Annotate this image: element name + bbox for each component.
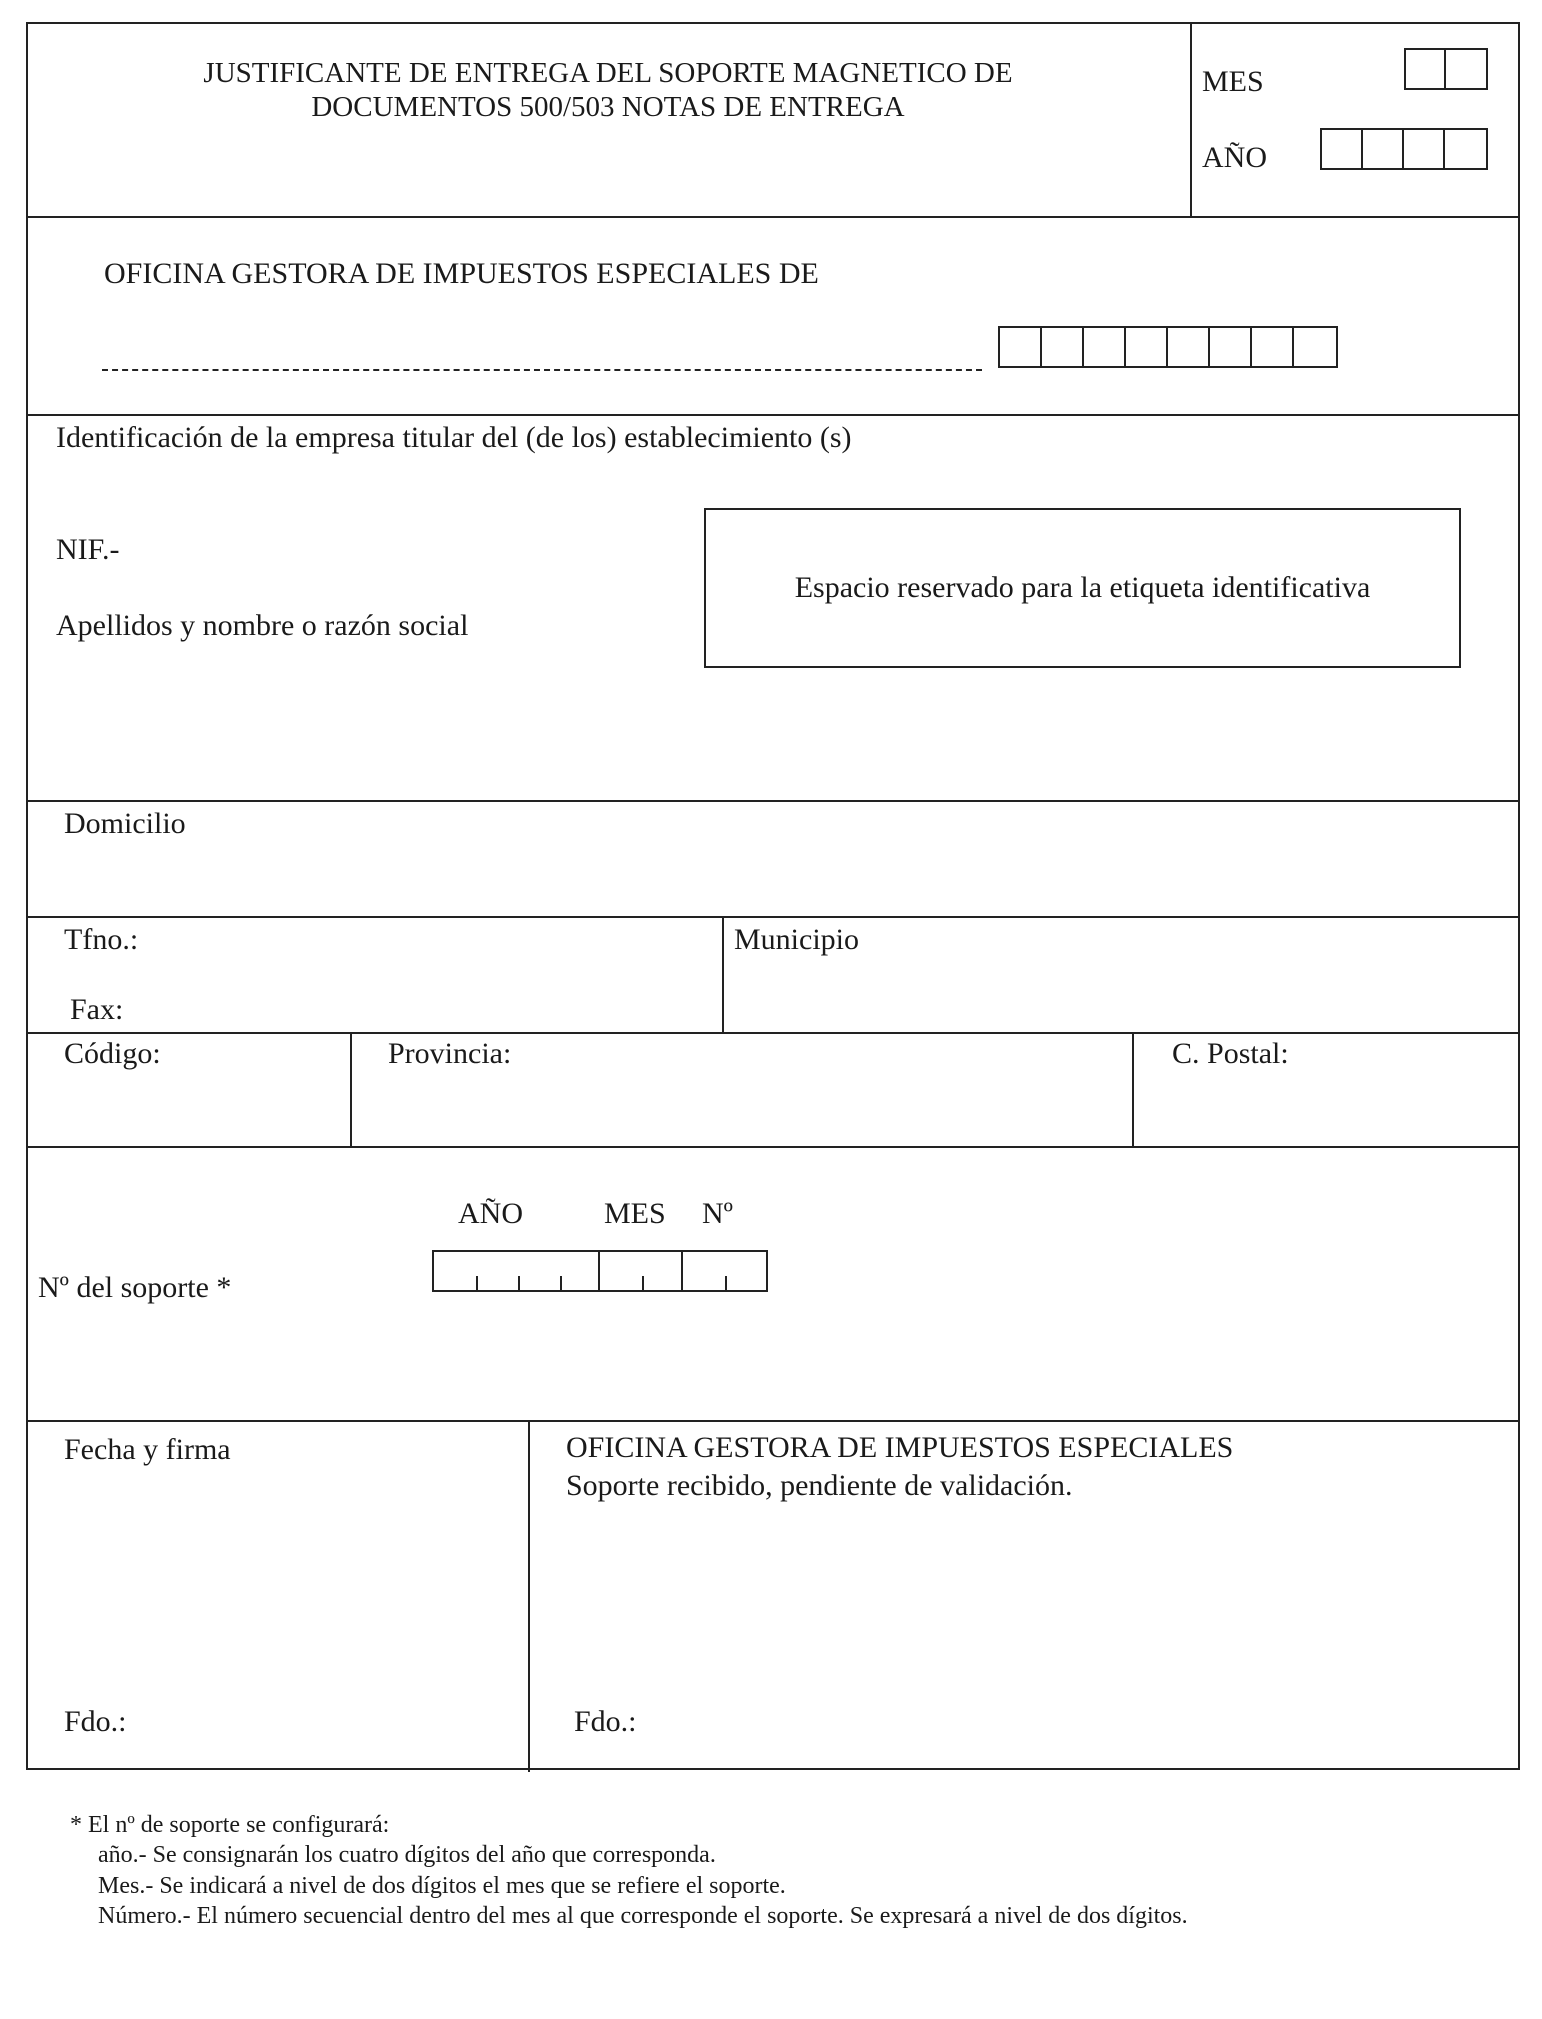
form-title: [28, 56, 1188, 124]
soporte-mes-label: MES: [604, 1197, 666, 1230]
delivery-form: [26, 22, 1520, 1770]
footnote-line1: * El nº de soporte se configurará:: [70, 1812, 390, 1838]
divider-1: [28, 216, 1518, 218]
footnote-line4: Número.- El número secuencial dentro del mes al que corresponde el soporte. Se expresará a nivel de dos dígitos.: [98, 1903, 1188, 1930]
soporte-anio-box[interactable]: [434, 1252, 600, 1290]
soporte-num-label: Nº: [702, 1197, 733, 1230]
fax-label: Fax:: [70, 993, 124, 1026]
identificacion-heading: Identificación de la empresa titular del (de los) establecimiento (s): [56, 421, 852, 454]
tfno-label: Tfno.:: [64, 923, 139, 956]
etiqueta-text: Espacio reservado para la etiqueta identificativa: [794, 571, 1371, 604]
divider-6: [28, 1146, 1518, 1148]
oficina-label: OFICINA GESTORA DE IMPUESTOS ESPECIALES DE: [104, 257, 819, 290]
footnote: [70, 1810, 1188, 1932]
divider-5: [28, 1032, 1518, 1034]
divider-4: [28, 916, 1518, 918]
oficina-dash-line[interactable]: [102, 369, 982, 371]
nif-label: NIF.-: [56, 533, 120, 566]
soporte-label: Nº del soporte *: [38, 1271, 232, 1304]
divider-3: [28, 800, 1518, 802]
header-divider: [1190, 24, 1192, 216]
tfno-municipio-divider: [722, 916, 724, 1032]
form-title-line2: DOCUMENTOS 500/503 NOTAS DE ENTREGA: [311, 91, 905, 124]
provincia-label: Provincia:: [388, 1037, 512, 1070]
codigo-divider: [350, 1032, 352, 1146]
divider-2: [28, 414, 1518, 416]
footnote-line2: año.- Se consignarán los cuatro dígitos del año que corresponda.: [98, 1842, 716, 1869]
mes-boxes[interactable]: [1404, 48, 1488, 90]
soporte-recibido-text: Soporte recibido, pendiente de validación.: [566, 1469, 1073, 1502]
soporte-num-box[interactable]: [683, 1252, 766, 1290]
fecha-firma-label: Fecha y firma: [64, 1433, 231, 1466]
anio-label: AÑO: [1202, 141, 1267, 174]
footnote-line3: Mes.- Se indicará a nivel de dos dígitos el mes que se refiere el soporte.: [98, 1872, 786, 1899]
oficina-gestora-title: OFICINA GESTORA DE IMPUESTOS ESPECIALES: [566, 1431, 1234, 1464]
mes-label: MES: [1202, 65, 1264, 98]
municipio-label: Municipio: [734, 923, 859, 956]
fdo-right-label: Fdo.:: [574, 1705, 637, 1738]
soporte-anio-label: AÑO: [458, 1197, 523, 1230]
firmas-divider: [528, 1420, 530, 1772]
codigo-label: Código:: [64, 1037, 161, 1070]
cpostal-label: C. Postal:: [1172, 1037, 1289, 1070]
form-title-line1: JUSTIFICANTE DE ENTREGA DEL SOPORTE MAGNETICO DE: [203, 57, 1013, 89]
fdo-left-label: Fdo.:: [64, 1705, 127, 1738]
oficina-code-boxes[interactable]: [998, 326, 1338, 368]
soporte-mes-box[interactable]: [600, 1252, 683, 1290]
soporte-boxes[interactable]: [432, 1250, 768, 1292]
etiqueta-box: [704, 508, 1461, 668]
divider-7: [28, 1420, 1518, 1422]
anio-boxes[interactable]: [1320, 128, 1488, 170]
provincia-divider: [1132, 1032, 1134, 1146]
domicilio-label: Domicilio: [64, 807, 186, 840]
nombre-label: Apellidos y nombre o razón social: [56, 609, 469, 642]
